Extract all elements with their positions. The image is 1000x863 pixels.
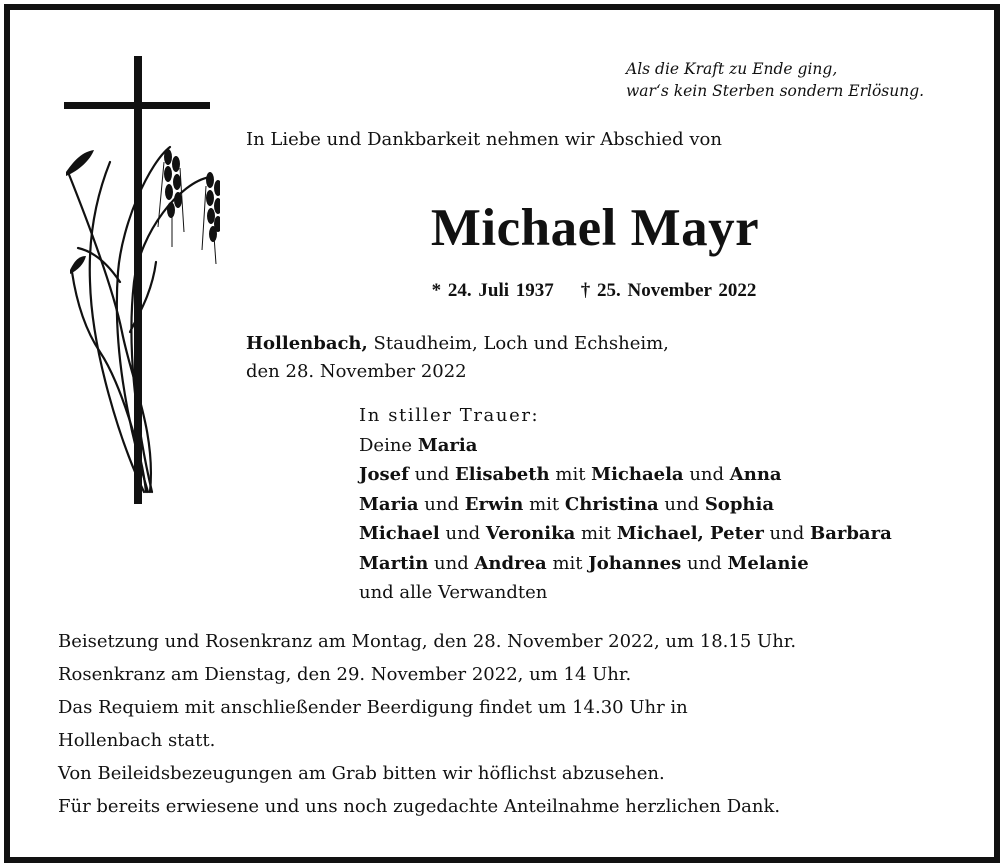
mourner-name: Michael, Peter xyxy=(616,523,764,544)
mourner-name: Andrea xyxy=(474,552,547,574)
service-note-line: Für bereits erwiesene und uns noch zugedachte Anteilnahme herzlichen Dank. xyxy=(58,796,781,817)
death-date: † 25. November 2022 xyxy=(580,280,757,301)
mourner-connector: und xyxy=(428,552,475,574)
mourner-name: Michaela xyxy=(591,464,684,485)
mourner-name: Josef xyxy=(359,464,409,485)
mourner-name: Melanie xyxy=(727,552,809,574)
mourner-name: Maria xyxy=(359,493,419,515)
mourners-heading: In stiller Trauer: xyxy=(359,405,540,426)
mourner-connector: und xyxy=(418,493,465,515)
mourner-connector: und xyxy=(658,493,705,515)
mourner-connector: Deine xyxy=(359,434,418,456)
mourner-line xyxy=(359,519,892,549)
mourner-name: Martin xyxy=(359,552,429,574)
mourner-connector: und xyxy=(683,464,730,485)
motto-line-2: war‘s kein Sterben sondern Erlösung. xyxy=(626,82,925,100)
mourner-connector: mit xyxy=(523,493,565,515)
notice-date: den 28. November 2022 xyxy=(246,361,467,382)
mourner-name: Sophia xyxy=(704,493,774,515)
mourner-line xyxy=(359,431,892,461)
place-and-date xyxy=(246,330,669,386)
mourner-line xyxy=(359,578,892,608)
service-note-line: Das Requiem mit anschließender Beerdigung findet um 14.30 Uhr in xyxy=(58,697,688,718)
mourner-name: Elisabeth xyxy=(455,464,550,485)
birth-date: * 24. Juli 1937 xyxy=(431,280,554,301)
mourner-connector: mit xyxy=(549,464,592,485)
motto-quote xyxy=(626,58,924,102)
service-note-line: Rosenkranz am Dienstag, den 29. November 2022, um 14 Uhr. xyxy=(58,664,632,685)
service-notes xyxy=(58,627,796,825)
mourner-connector: und xyxy=(439,523,486,544)
service-note-line: Von Beileidsbezeugungen am Grab bitten wir höflichst abzusehen. xyxy=(58,763,665,784)
motto-line-1: Als die Kraft zu Ende ging, xyxy=(626,60,838,78)
mourner-connector: und alle Verwandten xyxy=(359,582,548,603)
place-town: Hollenbach, xyxy=(246,333,368,354)
mourner-name: Michael xyxy=(359,523,440,544)
mourner-connector: und xyxy=(681,552,728,574)
mourner-name: Johannes xyxy=(588,552,682,574)
mourner-connector: mit xyxy=(575,523,617,544)
mourners-block xyxy=(359,401,892,608)
mourner-line xyxy=(359,490,892,520)
service-note-line: Beisetzung und Rosenkranz am Montag, den 28. November 2022, um 18.15 Uhr. xyxy=(58,631,797,652)
service-note-line: Hollenbach statt. xyxy=(58,730,216,751)
intro-text: In Liebe und Dankbarkeit nehmen wir Abschied von xyxy=(246,129,722,150)
mourners-list xyxy=(359,431,892,608)
deceased-name: Michael Mayr xyxy=(430,199,760,257)
life-dates xyxy=(0,280,1000,302)
mourner-line xyxy=(359,460,892,490)
mourner-connector: mit xyxy=(546,552,589,574)
mourner-name: Maria xyxy=(417,434,478,456)
place-rest: Staudheim, Loch und Echsheim, xyxy=(367,333,669,354)
mourner-name: Erwin xyxy=(464,493,524,515)
mourner-connector: und xyxy=(408,464,456,485)
mourner-name: Barbara xyxy=(809,523,892,544)
mourner-name: Christina xyxy=(564,493,659,515)
mourner-connector: und xyxy=(763,523,810,544)
mourner-name: Veronika xyxy=(485,523,576,544)
mourner-line xyxy=(359,549,892,579)
mourner-name: Anna xyxy=(729,464,782,485)
